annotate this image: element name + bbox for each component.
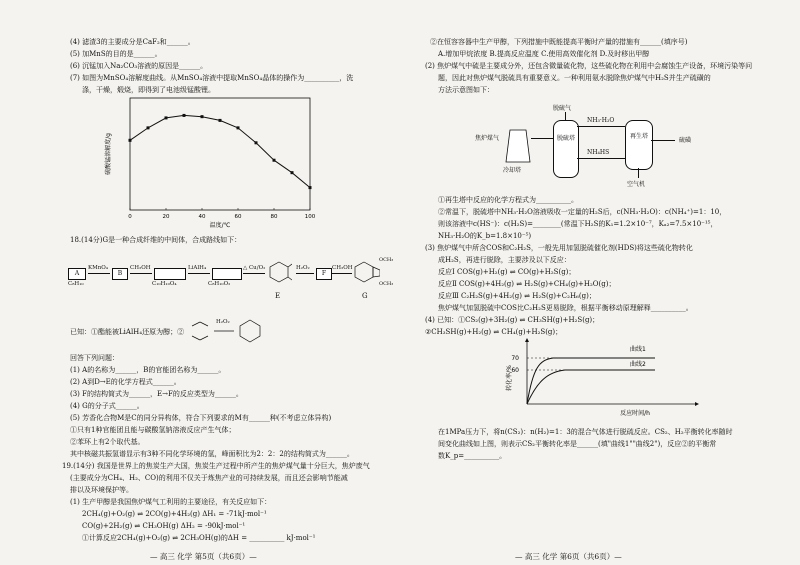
q19-2-intro-3: 方法示意图如下： bbox=[438, 86, 494, 94]
q19-4-text-1: 在1MPa压力下，将n(CS₂)：n(H₂)=1：3的混合气体进行脱硫反应。CS₂、H₂平衡转化率随时 bbox=[438, 428, 733, 436]
reagent-lialh4: LiAlH₄ bbox=[188, 265, 207, 271]
q19-intro-1: 19.(14分) 我国是世界上的焦炭生产大国，焦炭生产过程中所产生的焦炉煤气量十分巨大，焦炉废气 bbox=[62, 462, 370, 470]
y-60: 60 bbox=[511, 367, 519, 374]
arrow-3 bbox=[188, 273, 210, 274]
q17-5: (5) 加MnS的目的是______。 bbox=[70, 50, 162, 58]
q19-2-2-kb: NH₃·H₂O的K_b=1.8×10⁻⁵) bbox=[438, 232, 532, 240]
curve-2 bbox=[527, 370, 655, 404]
pipe-air bbox=[638, 168, 639, 178]
graph-xlabel: 反应时间/h bbox=[620, 410, 650, 417]
compound-D bbox=[212, 268, 242, 280]
known-reaction-structure bbox=[190, 316, 280, 346]
curve-1-label: 曲线1 bbox=[630, 346, 646, 353]
y-70: 70 bbox=[511, 355, 519, 362]
compound-F: F bbox=[316, 268, 332, 280]
q19-intro-2: (主要成分为CH₄、H₂、CO)的利用不仅关于炼焦产业的可持续发展，而且还会影响节能减 bbox=[70, 474, 348, 482]
pipe-cooler-desulf bbox=[531, 138, 553, 139]
pipe-nh3h2o bbox=[577, 126, 625, 127]
och3-top: OCH₃ bbox=[379, 257, 394, 263]
x-tick-label: 60 bbox=[234, 214, 242, 220]
known-info: 已知：①酯能被LiAlH₄还原为醇；② bbox=[70, 328, 185, 336]
data-point bbox=[129, 139, 132, 142]
process-diagram bbox=[475, 104, 715, 190]
q19-eq2: CO(g)+2H₂(g) ⇌ CH₃OH(g) ΔH₂ = -90kJ·mol⁻¹ bbox=[82, 522, 246, 530]
label-nh4hs: NH₄HS bbox=[587, 149, 610, 156]
C-formula: C₁₀H₁₀O₄ bbox=[152, 281, 177, 287]
reagent-cu-o2: △ Cu/O₂ bbox=[243, 265, 266, 271]
q19-intro-3: 排以及环境保护等。 bbox=[70, 486, 133, 494]
solubility-chart bbox=[100, 96, 315, 231]
D-formula: C₈H₁₀O₂ bbox=[208, 281, 231, 287]
q19-2-1: ①再生塔中反应的化学方程式为__________。 bbox=[438, 196, 578, 204]
reagent-ch3oh: CH₃OH bbox=[130, 265, 151, 271]
q18-intro: 18.(14分)G是一种合成纤维的中间体，合成路线如下： bbox=[70, 236, 242, 244]
gas-out-pipe bbox=[565, 112, 566, 120]
label-gas-in: 焦炉煤气 bbox=[475, 135, 500, 142]
q19-3-reaction-1: 反应Ⅰ COS(g)+H₂(g) ⇌ CO(g)+H₂S(g)； bbox=[438, 268, 576, 276]
data-point bbox=[219, 119, 222, 122]
q18-5: (5) 芳香化合物M是C的同分异构体，符合下列要求的M有______种(不考虑立体异构) bbox=[70, 414, 332, 422]
q19-1: (1) 生产甲醇是我国焦炉煤气工利用的主要途径，有关反应如下： bbox=[70, 498, 272, 506]
pipe-sulfur bbox=[651, 140, 675, 141]
q19-3-intro-2: 成H₂S，再进行脱除，主要涉及以下反应： bbox=[438, 256, 571, 264]
x-tick-label: 80 bbox=[270, 214, 278, 220]
conversion-graph bbox=[505, 338, 705, 418]
label-regen: 再生塔 bbox=[629, 133, 648, 140]
compound-B: B bbox=[112, 268, 128, 280]
data-point bbox=[309, 186, 312, 189]
label-desulf: 脱硫塔 bbox=[556, 135, 575, 142]
q18-5-req1: ①只有1种官能团且能与碳酸氢钠溶液反应产生气体； bbox=[70, 426, 236, 434]
label-gas-out: 脱硫气 bbox=[553, 105, 572, 112]
data-point bbox=[183, 114, 186, 117]
data-point bbox=[165, 116, 168, 119]
answer-intro: 回答下列问题： bbox=[70, 354, 119, 362]
q17-7-cont: 涤，干燥，煅烧，即得到了电池级锰酸锂。 bbox=[82, 86, 215, 94]
q19-2-intro-2: 题，因此对焦炉煤气脱硫具有重要意义。一种利用氨水脱除焦炉煤气中H₂S并生产硫磺的 bbox=[438, 74, 711, 82]
q17-4: (4) 滤渣3的主要成分是CaF₂和______。 bbox=[70, 38, 195, 46]
q19-1-2-options: A.增加甲烷浓度 B.提高反应温度 C.使用高效催化剂 D.及时移出甲醇 bbox=[438, 50, 650, 58]
label-sulfur: 硫磺 bbox=[679, 137, 692, 144]
page-6 bbox=[405, 0, 800, 565]
arrow-1 bbox=[88, 273, 110, 274]
arrow-4 bbox=[243, 273, 265, 274]
compound-C bbox=[154, 268, 186, 280]
q19-3-reaction-2: 反应Ⅱ COS(g)+4H₂(g) ⇌ H₂S(g)+CH₄(g)+H₂O(g)； bbox=[438, 280, 616, 288]
q18-1: (1) A的名称为______，B的官能团名称为______。 bbox=[70, 366, 226, 374]
synthesis-route bbox=[68, 258, 398, 308]
regeneration-tower bbox=[625, 120, 653, 170]
q19-4-known-1: (4) 已知：①CS₂(g)+3H₂(g) ⇌ CH₃SH(g)+H₂S(g)； bbox=[425, 316, 600, 324]
q19-2-intro-1: (2) 焦炉煤气中硫是主要成分外，还包含微量硫化物，这些硫化物在利用中会腐蚀生产设备，环境污染等问 bbox=[425, 62, 753, 70]
solubility-curve bbox=[130, 115, 310, 187]
graph-ylabel: 转化率/% bbox=[506, 365, 513, 391]
x-tick-label: 40 bbox=[198, 214, 206, 220]
reagent-kmno4: KMnO₄ bbox=[88, 265, 108, 271]
chart-ylabel: 硫酸锰溶解度/g bbox=[105, 133, 112, 175]
q18-4: (4) G的分子式______。 bbox=[70, 402, 144, 410]
q19-eq1: 2CH₄(g)+O₂(g) ⇌ 2CO(g)+4H₂(g) ΔH₁ = -71kJ·mol⁻¹ bbox=[82, 510, 267, 518]
footer-page-6: — 高三 化学 第6页（共6页）— bbox=[515, 552, 622, 561]
och3-bottom: OCH₃ bbox=[379, 281, 394, 287]
x-tick-label: 20 bbox=[162, 214, 170, 220]
data-point bbox=[255, 141, 258, 144]
arrow-6 bbox=[332, 273, 352, 274]
label-G: G bbox=[362, 292, 368, 300]
chart-frame bbox=[130, 98, 310, 210]
curve-2-label: 曲线2 bbox=[630, 361, 646, 368]
compound-E-structure bbox=[266, 258, 292, 286]
q19-calc: ①计算反应2CH₄(g)+O₂(g) ⇌ 2CH₃OH(g)的ΔH = __________ kJ·mol⁻¹ bbox=[82, 534, 316, 542]
data-point bbox=[237, 126, 240, 129]
q18-2: (2) A到D→E的化学方程式______。 bbox=[70, 378, 181, 386]
label-cooler: 冷却塔 bbox=[503, 167, 522, 174]
q18-5-req2: ②苯环上有2个取代基。 bbox=[70, 438, 145, 446]
q17-7: (7) 如图为MnSO₄溶解度曲线。从MnSO₄溶液中提取MnSO₄晶体的操作为__________，洗 bbox=[70, 74, 354, 82]
desulfurization-tower bbox=[553, 120, 579, 178]
compound-G-structure bbox=[354, 258, 380, 286]
footer-page-5: — 高三 化学 第5页（共6页）— bbox=[150, 552, 257, 561]
q19-4-text-3: 数K_p=__________。 bbox=[438, 452, 507, 460]
q19-2-2-cont: 则该溶液中c(HS⁻)：c(H₂S)=________(常温下H₂S的K₁=1.2×10⁻⁷，Kₐ₂=7.5×10⁻¹⁵， bbox=[438, 220, 718, 228]
data-point bbox=[147, 126, 150, 129]
reagent-ch3oh-2: CH₃OH bbox=[332, 265, 353, 271]
x-tick-label: 100 bbox=[304, 214, 315, 220]
label-nh3h2o: NH₃·H₂O bbox=[587, 117, 615, 124]
reagent-h2o2: H₂O₂ bbox=[296, 265, 310, 271]
q19-2-2: ②常温下，脱硫塔中NH₃·H₂O溶液吸收一定量的H₂S后，c(NH₃·H₂O)：c(NH₄⁺)=1：10， bbox=[438, 208, 727, 216]
x-tick-label: 0 bbox=[128, 214, 132, 220]
known-h2o2: H₂O₂ bbox=[216, 319, 230, 325]
label-air: 空气机 bbox=[627, 181, 646, 188]
data-point bbox=[291, 171, 294, 174]
arrow-5 bbox=[296, 273, 314, 274]
A-formula: C₈H₁₀ bbox=[68, 281, 84, 287]
q19-3-reaction-3: 反应Ⅲ C₂H₂S(g)+4H₂(g) ⇌ H₂S(g)+C₂H₆(g)； bbox=[438, 292, 596, 300]
q18-5-nmr: 其中核磁共振氢谱显示有3种不同化学环境的氢，峰面积比为2：2：2的结构简式为______。 bbox=[70, 450, 354, 458]
q19-3-intro: (3) 焦炉煤气中所含COS和C₂H₂S，一般先用加氢脱硫催化剂(HDS)将这些硫化物转化 bbox=[425, 244, 693, 252]
q19-3-question: 焦炉煤气加氢脱硫中COS比C₂H₂S更易脱除，根据平衡移动原理解释__________。 bbox=[438, 304, 693, 312]
q17-6: (6) 沉锰加入Na₂CO₃溶液的原因是______。 bbox=[70, 62, 208, 70]
q18-3: (3) F的结构简式为______，E→F的反应类型为______。 bbox=[70, 390, 243, 398]
arrow-2 bbox=[130, 273, 152, 274]
compound-A: A bbox=[68, 268, 86, 280]
q19-1-2: ②在恒容容器中生产甲醇，下列措施中既能提高平衡时产量的措施有______(填序号) bbox=[430, 38, 688, 46]
label-E: E bbox=[275, 292, 281, 300]
chart-xlabel: 温度/℃ bbox=[209, 222, 231, 229]
pipe-nh4hs bbox=[577, 158, 625, 159]
data-point bbox=[273, 159, 276, 162]
cooler-tower bbox=[505, 128, 531, 164]
data-point bbox=[201, 115, 204, 118]
q19-4-text-2: 间变化曲线如上图，则表示CS₂平衡转化率是______(填"曲线1""曲线2")，反应②的平衡常 bbox=[438, 440, 717, 448]
q19-4-known-2: ②CH₃SH(g)+H₂(g) ⇌ CH₄(g)+H₂S(g)； bbox=[425, 328, 563, 336]
